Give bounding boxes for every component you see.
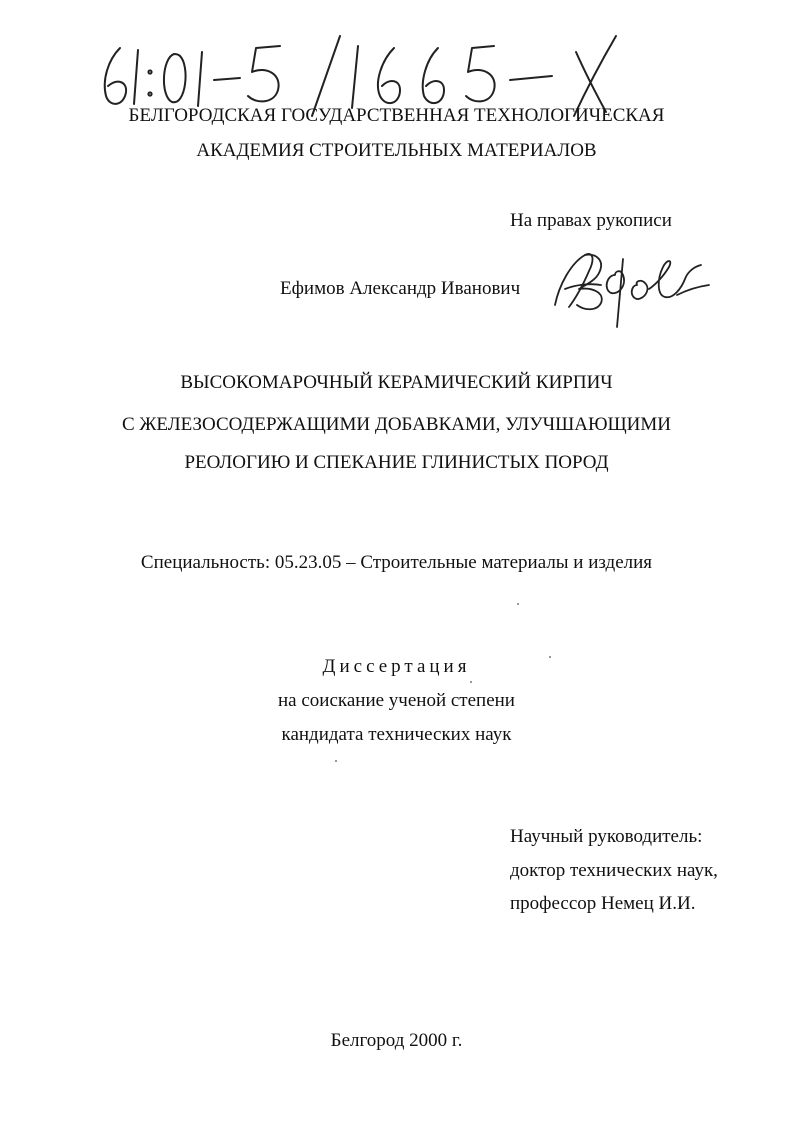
dissertation-heading: Диссертация [322,656,471,677]
scan-speck [517,603,519,605]
author-name: Ефимов Александр Иванович [280,278,521,299]
scan-speck [549,656,551,658]
title-line-3: РЕОЛОГИЮ И СПЕКАНИЕ ГЛИНИСТЫХ ПОРОД [184,452,609,473]
supervisor-degree: доктор технических наук, [510,860,718,881]
supervisor-label: Научный руководитель: [510,826,703,847]
author-signature [545,245,720,335]
institution-line-1: БЕЛГОРОДСКАЯ ГОСУДАРСТВЕННАЯ ТЕХНОЛОГИЧЕСКАЯ [128,105,665,126]
place-and-year: Белгород 2000 г. [330,1030,463,1051]
dissertation-degree-line-2: кандидата технических наук [281,724,512,745]
supervisor-name: профессор Немец И.И. [510,893,696,914]
title-line-1: ВЫСОКОМАРОЧНЫЙ КЕРАМИЧЕСКИЙ КИРПИЧ [180,372,613,393]
dissertation-degree-line-1: на соискание ученой степени [278,690,515,711]
specialty-line: Специальность: 05.23.05 – Строительные материалы и изделия [140,552,653,573]
institution-line-2: АКАДЕМИЯ СТРОИТЕЛЬНЫХ МАТЕРИАЛОВ [196,140,597,161]
title-line-2: С ЖЕЛЕЗОСОДЕРЖАЩИМИ ДОБАВКАМИ, УЛУЧШАЮЩИМИ [121,414,672,435]
scan-speck [470,681,472,683]
scan-speck [335,760,337,762]
manuscript-rights-note: На правах рукописи [510,210,672,231]
